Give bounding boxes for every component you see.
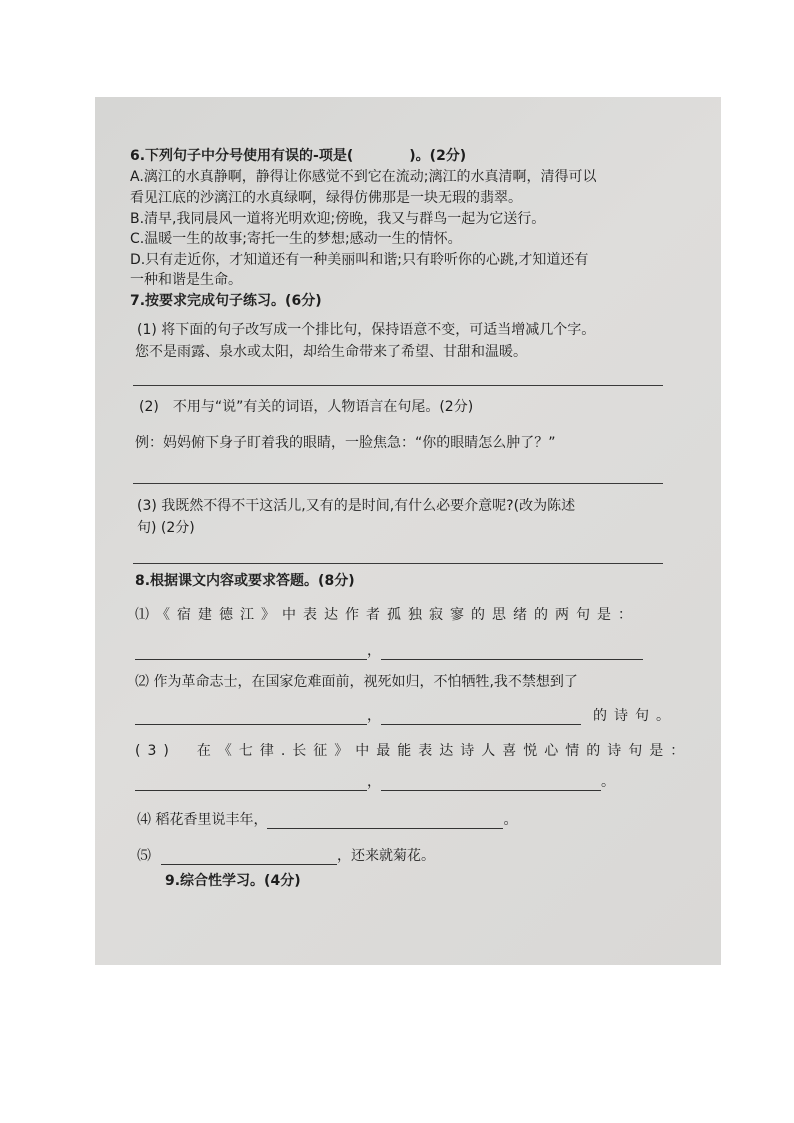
q8-part5-suffix: ，还来就菊花。 xyxy=(337,848,435,864)
q7-title: 7.按要求完成句子练习。(6分) xyxy=(130,293,322,309)
q7-part1-answer-line[interactable] xyxy=(133,385,663,386)
q8-part2-suffix: 的诗句。 xyxy=(593,708,677,724)
q8-part3-blank-2[interactable] xyxy=(381,776,601,791)
q8-part2-blank-2[interactable] xyxy=(381,710,581,725)
q7-part3-line2: 句) (2分) xyxy=(137,520,195,536)
q8-part5-blank[interactable] xyxy=(161,850,337,865)
q6-option-a-line2: 看见江底的沙漓江的水真绿啊，绿得仿佛那是一块无瑕的翡翠。 xyxy=(130,190,522,206)
q6-option-d-line1: D.只有走近你，才知道还有一种美丽叫和谐;只有聆听你的心跳,才知道还有 xyxy=(130,252,589,268)
q6-option-a-line1: A.漓江的水真静啊，静得让你感觉不到它在流动;漓江的水真清啊，清得可以 xyxy=(130,169,597,185)
q8-part3-prompt: (3) 在《七律.长征》中最能表达诗人喜悦心情的诗句是： xyxy=(135,743,692,759)
q8-part3-period: 。 xyxy=(601,774,615,790)
q7-part1-line2: 您不是雨露、泉水或太阳，却给生命带来了希望、甘甜和温暖。 xyxy=(135,344,527,360)
q9-title: 9.综合性学习。(4分) xyxy=(165,873,301,889)
q7-part2-answer-line[interactable] xyxy=(133,483,663,484)
q8-part5 xyxy=(137,847,435,865)
q6-option-b: B.清早,我同晨风一道将光明欢迎;傍晚，我又与群鸟一起为它送行。 xyxy=(130,211,546,227)
q8-part1-blank-1[interactable] xyxy=(135,645,367,660)
q8-part1-answer xyxy=(135,642,643,660)
exam-paper xyxy=(95,97,721,965)
q6-option-c: C.温暖一生的故事;寄托一生的梦想;感动一生的情怀。 xyxy=(130,231,462,247)
q8-part2-blank-1[interactable] xyxy=(135,710,367,725)
q8-part2-comma: ， xyxy=(367,708,381,724)
q8-part3-answer xyxy=(135,773,615,791)
q8-part4-period: 。 xyxy=(503,812,518,828)
q8-part4 xyxy=(137,811,517,829)
q8-title: 8.根据课文内容或要求答题。(8分) xyxy=(135,573,355,589)
q8-part3-comma: ， xyxy=(367,774,381,790)
q8-part3-blank-1[interactable] xyxy=(135,776,367,791)
q8-part2-answer xyxy=(135,707,677,725)
q8-part4-blank[interactable] xyxy=(267,814,503,829)
q8-part1-prompt: ⑴《宿建德江》中表达作者孤独寂寥的思绪的两句是： xyxy=(135,607,639,623)
q8-part5-prefix: ⑸ xyxy=(137,848,151,864)
q7-part3-answer-line[interactable] xyxy=(133,563,663,564)
q7-part1-line1: (1) 将下面的句子改写成一个排比句，保持语意不变，可适当增减几个字。 xyxy=(137,322,596,338)
q6-title: 6.下列句子中分号使用有误的-项是( )。(2分) xyxy=(130,148,467,164)
q7-part2-example: 例：妈妈俯下身子盯着我的眼睛，一脸焦急：“你的眼睛怎么肿了？” xyxy=(135,435,556,451)
q8-part2-prompt: ⑵ 作为革命志士，在国家危难面前，视死如归，不怕牺牲,我不禁想到了 xyxy=(135,674,578,690)
q8-part1-comma: ， xyxy=(367,643,381,659)
q7-part2-prompt: (2) 不用与“说”有关的词语，人物语言在句尾。(2分) xyxy=(139,399,474,415)
q6-option-d-line2: 一种和谐是生命。 xyxy=(130,272,242,288)
q8-part4-prefix: ⑷ 稻花香里说丰年， xyxy=(137,812,268,828)
q8-part1-blank-2[interactable] xyxy=(381,645,643,660)
q7-part3-line1: (3) 我既然不得不干这活儿,又有的是时间,有什么必要介意呢?(改为陈述 xyxy=(137,498,576,514)
